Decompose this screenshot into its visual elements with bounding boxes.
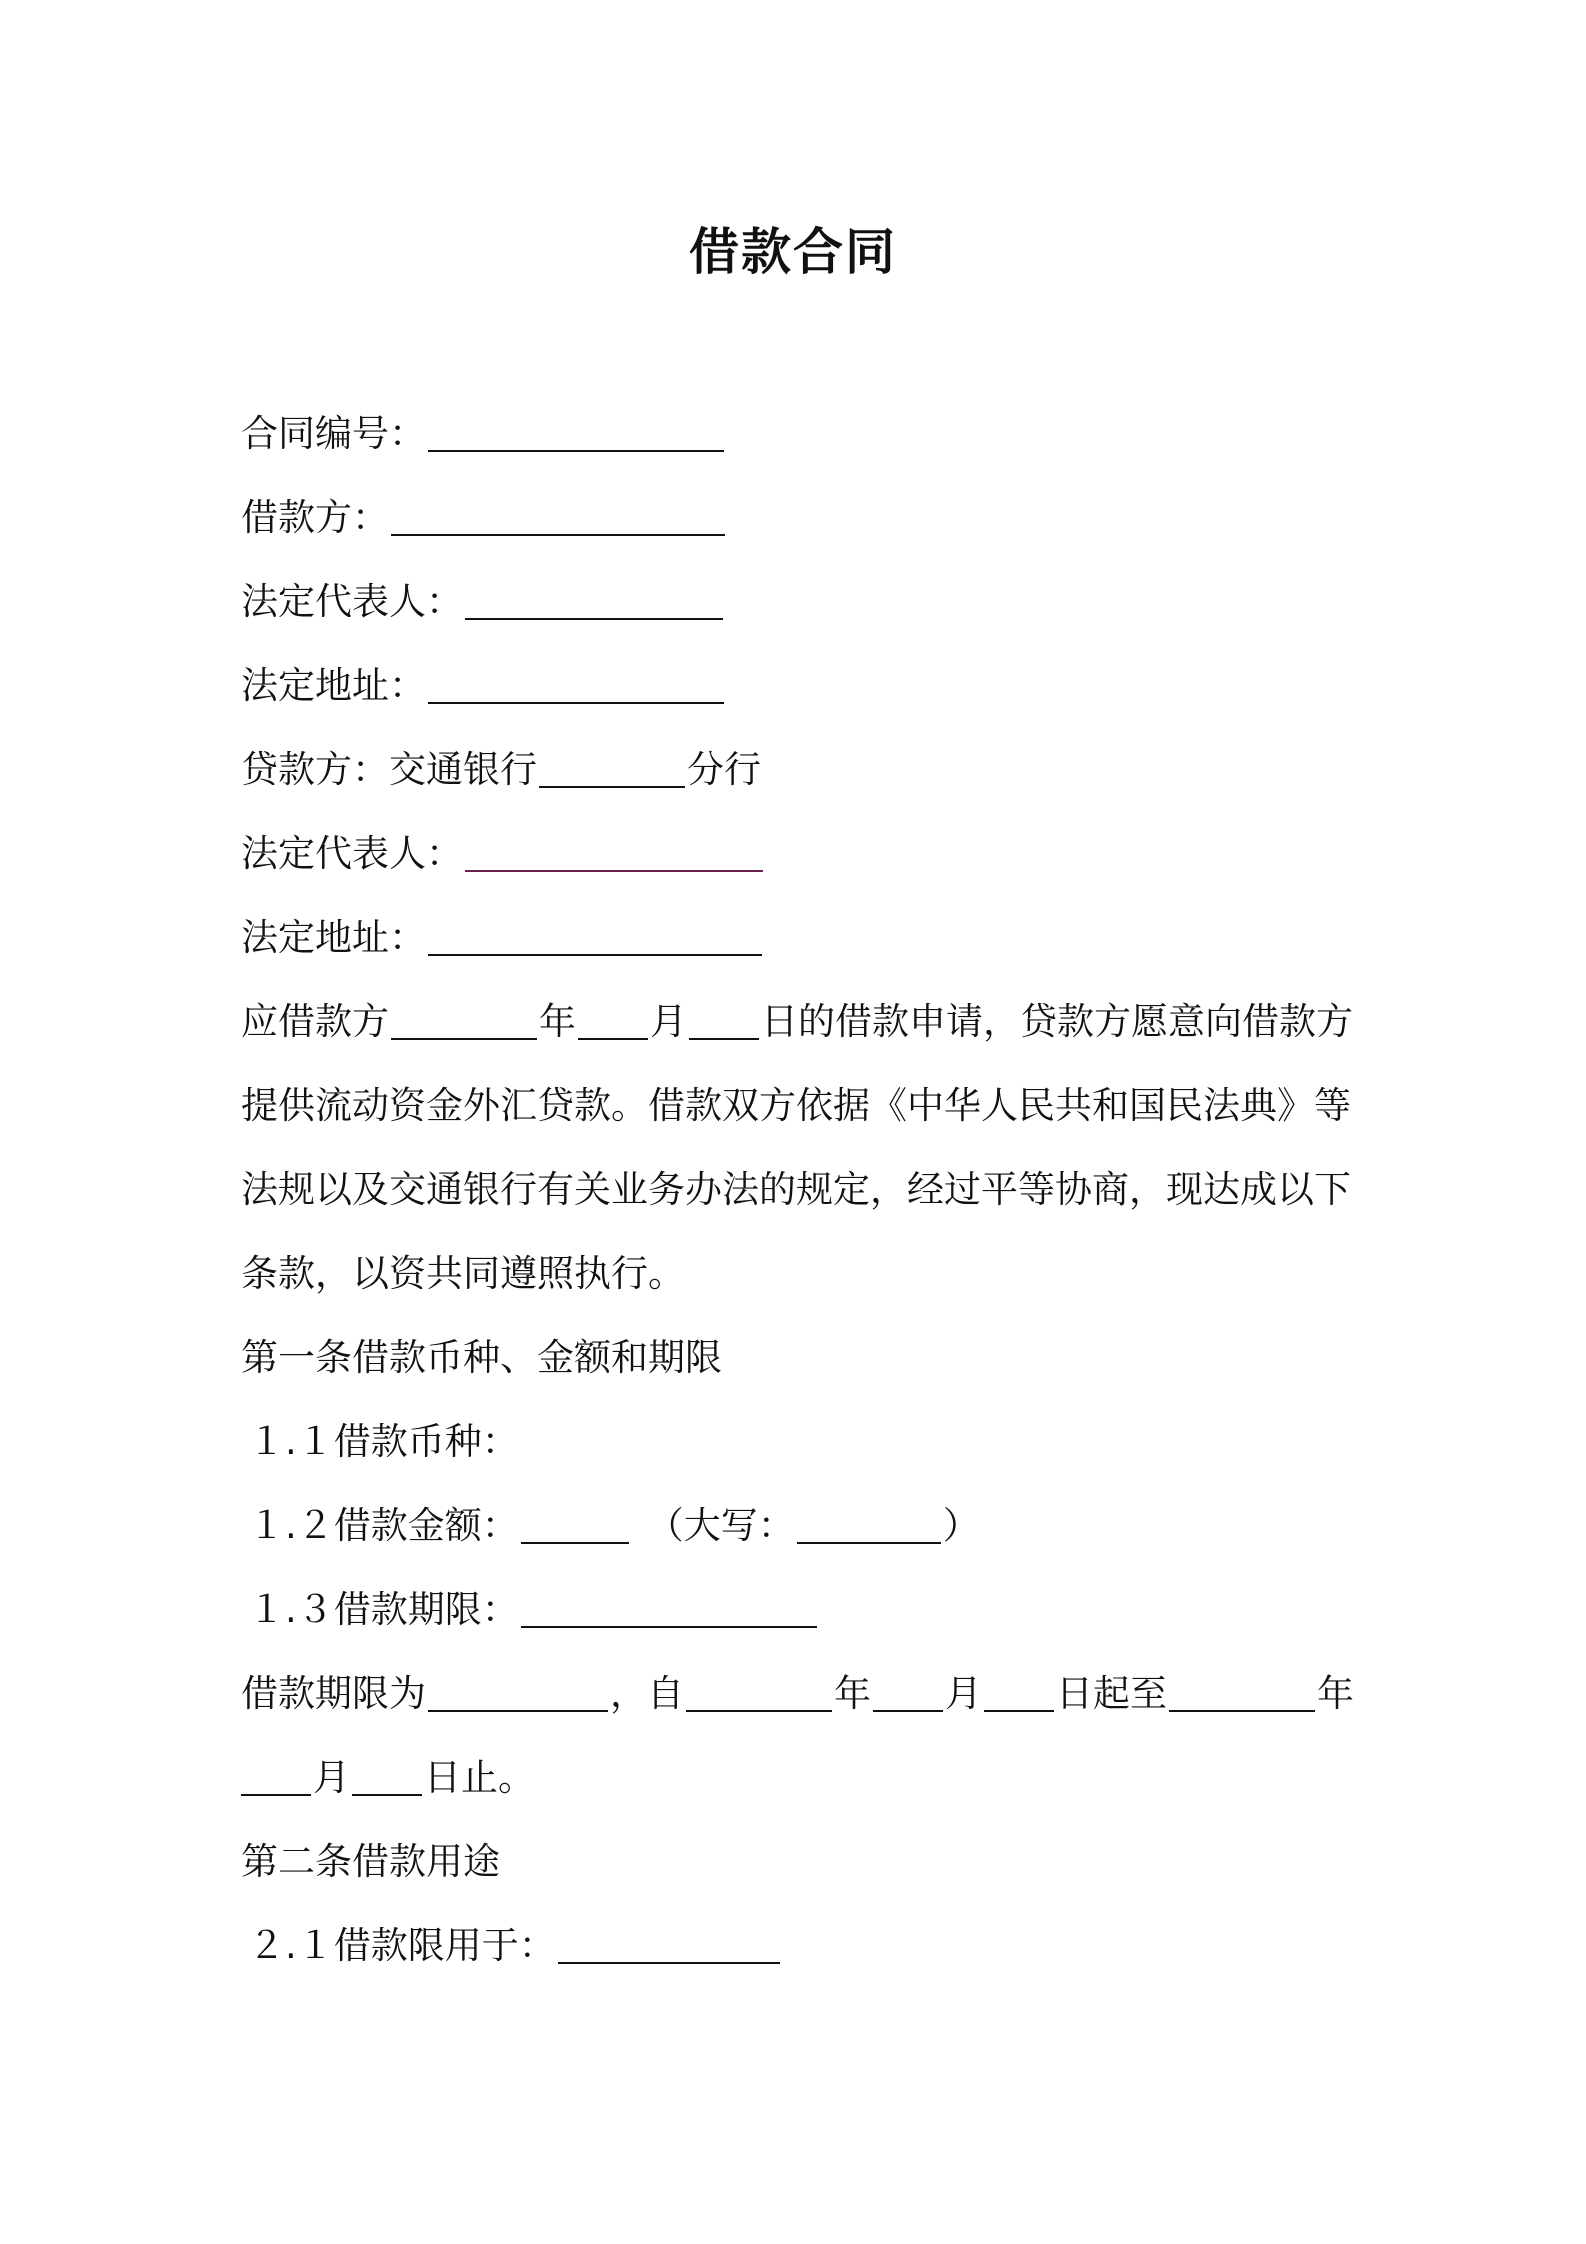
document-title: 借款合同 — [689, 223, 897, 281]
year-label: 年 — [1317, 1672, 1354, 1715]
preamble-paragraph — [241, 980, 1361, 1316]
contract-number-line — [241, 408, 1361, 460]
year-label: 年 — [834, 1672, 871, 1715]
start-year-blank[interactable] — [686, 1674, 832, 1712]
start-month-blank[interactable] — [873, 1674, 943, 1712]
article1-heading: 第一条借款币种、金额和期限 — [241, 1336, 722, 1379]
term-text: 日止。 — [424, 1756, 535, 1799]
term-text: ，自 — [610, 1672, 684, 1715]
term-text: 借款期限为 — [241, 1672, 426, 1715]
borrower-address-line — [241, 660, 1361, 712]
end-year-blank[interactable] — [1169, 1674, 1315, 1712]
term-length-blank[interactable] — [428, 1674, 608, 1712]
term-blank[interactable] — [521, 1590, 817, 1628]
purpose-blank[interactable] — [558, 1926, 780, 1964]
lender-label: 贷款方：交通银行 — [241, 748, 537, 791]
borrower-rep-line — [241, 576, 1361, 628]
end-month-blank[interactable] — [241, 1758, 311, 1796]
application-year-blank[interactable] — [391, 1002, 537, 1040]
purpose-line — [248, 1920, 1368, 1972]
month-label: 月 — [313, 1756, 350, 1799]
amount-blank[interactable] — [521, 1506, 629, 1544]
lender-address-blank[interactable] — [428, 918, 762, 956]
contract-number-blank[interactable] — [428, 414, 724, 452]
amount-uppercase-label: （大写： — [646, 1504, 795, 1547]
amount-uppercase-blank[interactable] — [797, 1506, 941, 1544]
start-day-blank[interactable] — [984, 1674, 1054, 1712]
currency-line — [248, 1416, 1368, 1468]
application-month-blank[interactable] — [578, 1002, 648, 1040]
preamble-text: 提供流动资金外汇贷款。借款双方依据《中华人民共和国民法典》等 — [241, 1084, 1351, 1127]
lender-rep-line — [241, 828, 1361, 880]
lender-address-line — [241, 912, 1361, 964]
borrower-label: 借款方： — [241, 496, 389, 539]
paren-close: ） — [942, 1504, 980, 1547]
term-text: 日起至 — [1056, 1672, 1167, 1715]
application-day-blank[interactable] — [689, 1002, 759, 1040]
term-line — [248, 1584, 1368, 1636]
preamble-text: 条款，以资共同遵照执行。 — [241, 1252, 685, 1295]
month-label: 月 — [650, 1000, 687, 1043]
term-paragraph — [241, 1652, 1361, 1820]
currency-label: １.１借款币种： — [248, 1420, 519, 1463]
preamble-text: 法规以及交通银行有关业务办法的规定，经过平等协商，现达成以下 — [241, 1168, 1351, 1211]
year-label: 年 — [539, 1000, 576, 1043]
preamble-text: 应借款方 — [241, 1000, 389, 1043]
borrower-rep-blank[interactable] — [465, 582, 723, 620]
purpose-label: ２.１借款限用于： — [248, 1924, 556, 1967]
amount-label: １.２借款金额： — [248, 1504, 519, 1547]
borrower-rep-label: 法定代表人： — [241, 580, 463, 623]
end-day-blank[interactable] — [352, 1758, 422, 1796]
borrower-line — [241, 492, 1361, 544]
month-label: 月 — [945, 1672, 982, 1715]
lender-branch-suffix: 分行 — [687, 748, 761, 791]
amount-line — [248, 1500, 1368, 1552]
lender-address-label: 法定地址： — [241, 916, 426, 959]
lender-rep-blank[interactable] — [465, 834, 763, 872]
borrower-address-blank[interactable] — [428, 666, 724, 704]
lender-branch-blank[interactable] — [539, 750, 685, 788]
preamble-text: 日的借款申请，贷款方愿意向借款方 — [761, 1000, 1353, 1043]
lender-line — [241, 744, 1361, 796]
lender-rep-label: 法定代表人： — [241, 832, 463, 875]
term-label: １.３借款期限： — [248, 1588, 519, 1631]
article2-heading: 第二条借款用途 — [241, 1840, 500, 1883]
borrower-blank[interactable] — [391, 498, 725, 536]
contract-number-label: 合同编号： — [241, 412, 426, 455]
borrower-address-label: 法定地址： — [241, 664, 426, 707]
